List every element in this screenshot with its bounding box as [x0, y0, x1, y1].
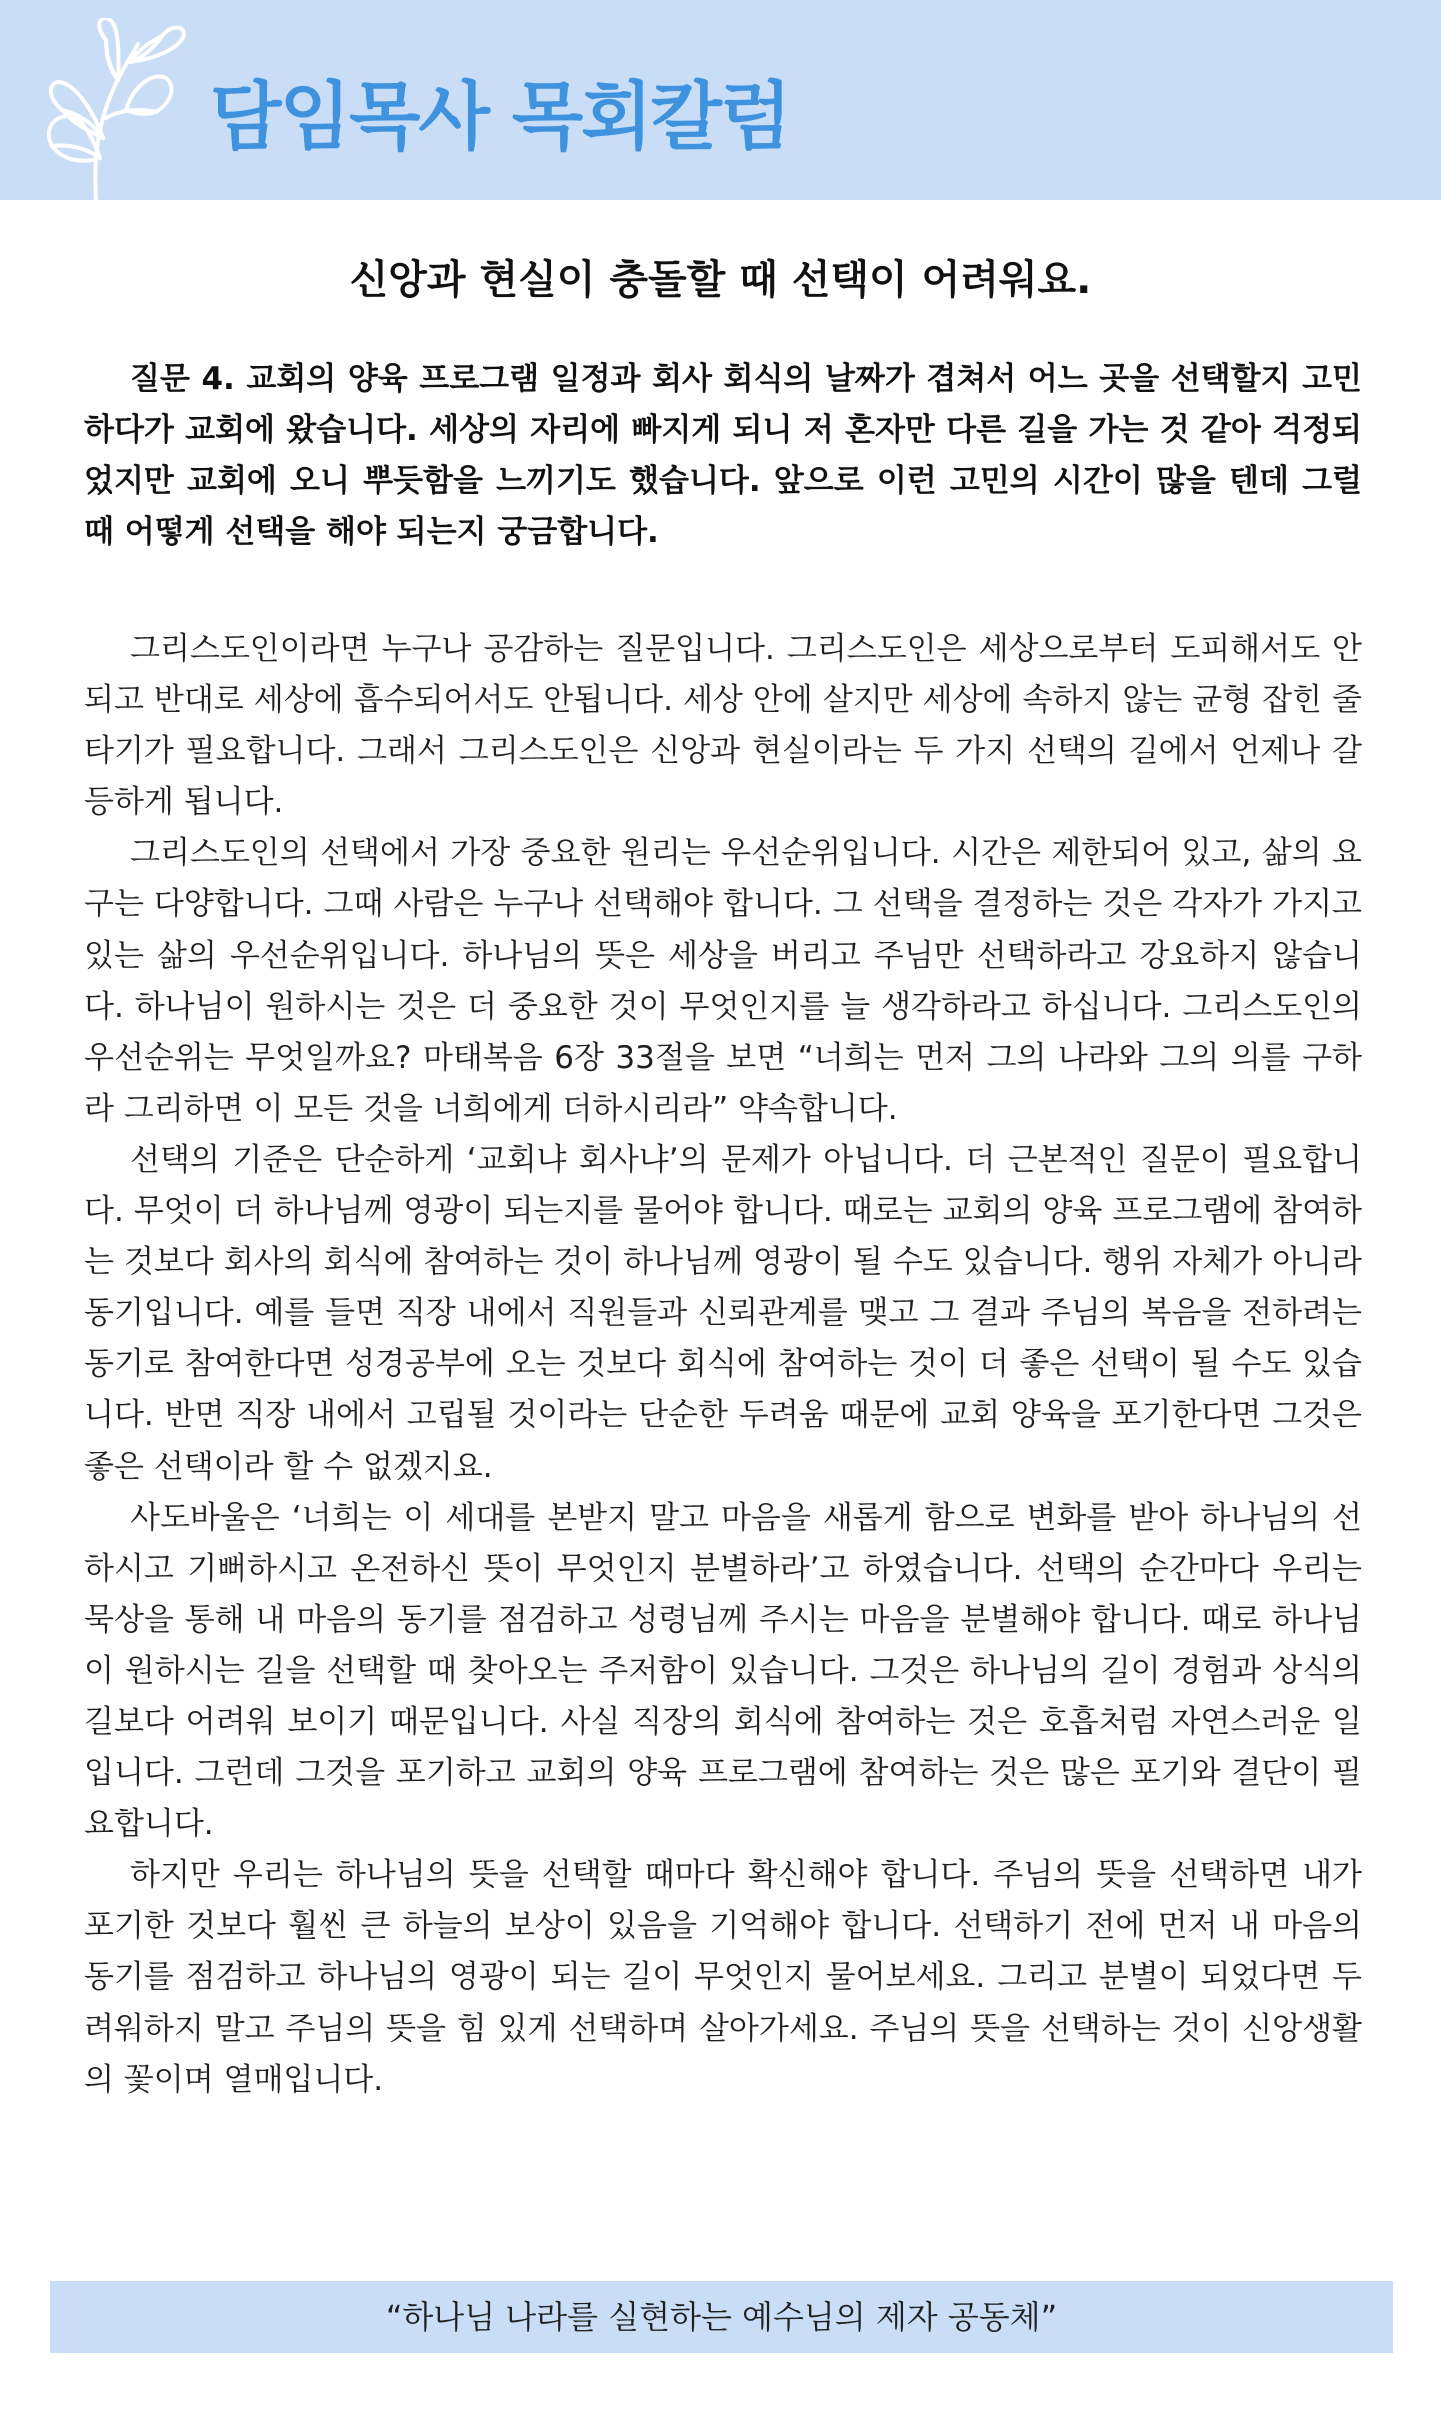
body-paragraph: 사도바울은 ‘너희는 이 세대를 본받지 말고 마음을 새롭게 함으로 변화를 받아 하나님의 선하시고 기뻐하시고 온전하신 뜻이 무엇인지 분별하라’고 하였습니다. 선택의 순간마다 우리는 묵상을 통해 내 마음의 동기를 점검하고 성령님께 주시는 마음을 분별해야 합니다. 때로 하나님이 원하시는 길을 선택할 때 찾아오는 주저함이 있습니다. 그것은 하나님의 길이 경험과 상식의 길보다 어려워 보이기 때문입니다. 사실 직장의 회식에 참여하는 것은 호흡처럼 자연스러운 일입니다. 그런데 그것을 포기하고 교회의 양육 프로그램에 참여하는 것은 많은 포기와 결단이 필요합니다.: [84, 1499, 1362, 1843]
leaf-branch-icon: [26, 18, 186, 200]
article-title: 신앙과 현실이 충돌할 때 선택이 어려워요.: [349, 257, 1092, 303]
footer-motto: “하나님 나라를 실현하는 예수님의 제자 공동체”: [385, 2298, 1058, 2336]
footer-band: [50, 2281, 1393, 2353]
body-paragraph: 선택의 기준은 단순하게 ‘교회냐 회사냐’의 문제가 아닙니다. 더 근본적인 질문이 필요합니다. 무엇이 더 하나님께 영광이 되는지를 물어야 합니다. 때로는 교회의 양육 프로그램에 참여하는 것보다 회사의 회식에 참여하는 것이 하나님께 영광이 될 수도 있습니다. 행위 자체가 아니라 동기입니다. 예를 들면 직장 내에서 직원들과 신뢰관계를 맺고 그 결과 주님의 복음을 전하려는 동기로 참여한다면 성경공부에 오는 것보다 회식에 참여하는 것이 더 좋은 선택이 될 수도 있습니다. 반면 직장 내에서 고립될 것이라는 단순한 두려움 때문에 교회 양육을 포기한다면 그것은 좋은 선택이라 할 수 없겠지요.: [84, 1141, 1362, 1485]
question-text: 질문 4. 교회의 양육 프로그램 일정과 회사 회식의 날짜가 겹쳐서 어느 곳을 선택할지 고민하다가 교회에 왔습니다. 세상의 자리에 빠지게 되니 저 혼자만 다른 길을 가는 것 같아 걱정되었지만 교회에 오니 뿌듯함을 느끼기도 했습니다. 앞으로 이런 고민의 시간이 많을 텐데 그럴 때 어떻게 선택을 해야 되는지 궁금합니다.: [84, 361, 1362, 550]
body-paragraph: 그리스도인의 선택에서 가장 중요한 원리는 우선순위입니다. 시간은 제한되어 있고, 삶의 요구는 다양합니다. 그때 사람은 누구나 선택해야 합니다. 그 선택을 결정하는 것은 각자가 가지고 있는 삶의 우선순위입니다. 하나님의 뜻은 세상을 버리고 주님만 선택하라고 강요하지 않습니다. 하나님이 원하시는 것은 더 중요한 것이 무엇인지를 늘 생각하라고 하십니다. 그리스도인의 우선순위는 무엇일까요? 마태복음 6장 33절을 보면 “너희는 먼저 그의 나라와 그의 의를 구하라 그리하면 이 모든 것을 너희에게 더하시리라” 약속합니다.: [84, 835, 1362, 1127]
body-paragraph: 그리스도인이라면 누구나 공감하는 질문입니다. 그리스도인은 세상으로부터 도피해서도 안되고 반대로 세상에 흡수되어서도 안됩니다. 세상 안에 살지만 세상에 속하지 않는 균형 잡힌 줄타기가 필요합니다. 그래서 그리스도인은 신앙과 현실이라는 두 가지 선택의 길에서 언제나 갈등하게 됩니다.: [84, 631, 1362, 821]
body-paragraph: 하지만 우리는 하나님의 뜻을 선택할 때마다 확신해야 합니다. 주님의 뜻을 선택하면 내가 포기한 것보다 훨씬 큰 하늘의 보상이 있음을 기억해야 합니다. 선택하기 전에 먼저 내 마음의 동기를 점검하고 하나님의 영광이 되는 길이 무엇인지 물어보세요. 그리고 분별이 되었다면 두려워하지 말고 주님의 뜻을 힘 있게 선택하며 살아가세요. 주님의 뜻을 선택하는 것이 신앙생활의 꽃이며 열매입니다.: [84, 1857, 1362, 2098]
header-band: [0, 0, 1441, 200]
column-title: 담임목사 목회칼럼: [210, 74, 790, 160]
article-body: [84, 624, 1362, 2106]
